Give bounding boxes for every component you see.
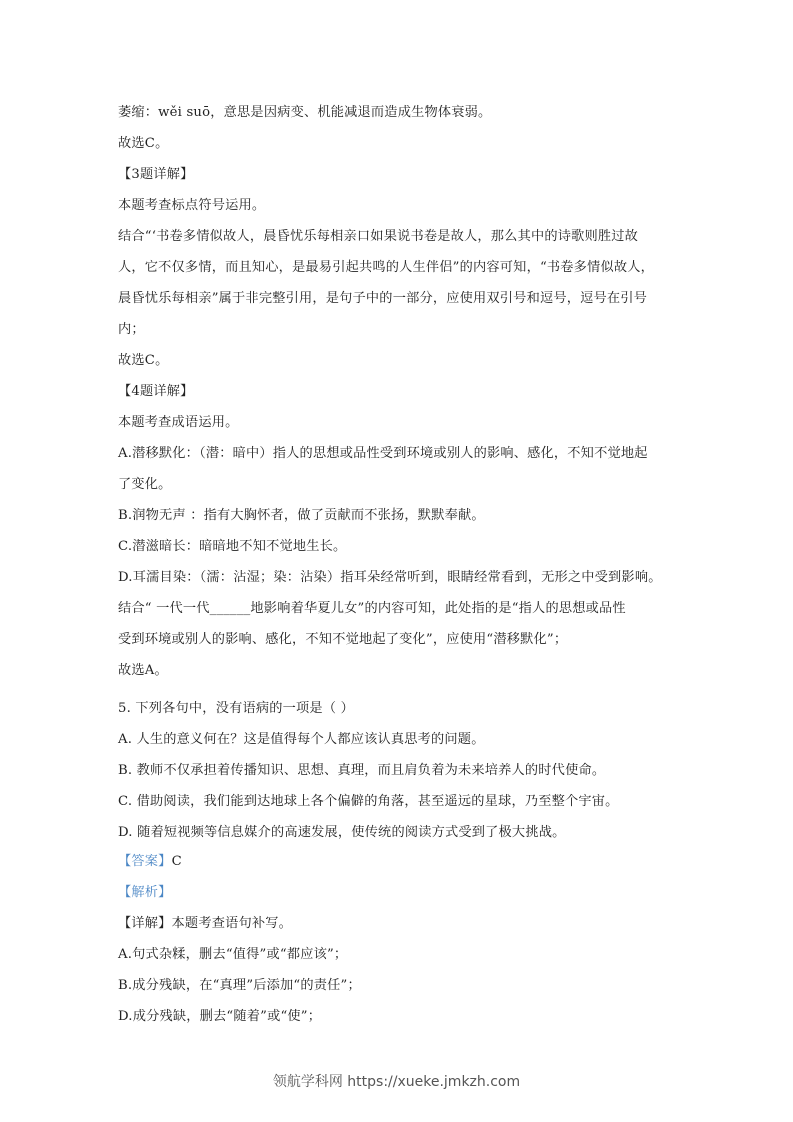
answer-value: C [171,854,182,869]
option-b: B. 教师不仅承担着传播知识、思想、真理，而且肩负着为未来培养人的时代使命。 [118,763,606,778]
text-line: D.耳濡目染：（濡：沾湿；染：沾染）指耳朵经常听到，眼睛经常看到，无形之中受到影响。 [118,570,662,585]
text-line: 故选A。 [118,663,168,678]
text-line: 受到环境或别人的影响、感化，不知不觉地起了变化”，应使用“潜移默化”； [118,632,568,647]
text-line: 萎缩：wěi suō，意思是因病变、机能减退而造成生物体衰弱。 [118,105,492,120]
text-line: 结合“‘书卷多情似故人，晨昏忧乐每相亲口如果说书卷是故人，那么其中的诗歌则胜过故 [118,229,639,244]
detail-line: D.成分残缺，删去“随着”或“使”； [118,1009,322,1024]
answer-label: 【答案】 [118,854,172,869]
text-line: 结合“ 一代一代______地影响着华夏儿女”的内容可知，此处指的是“指人的思想或品性 [118,601,626,616]
text-line: 了变化。 [118,477,172,492]
footer-watermark: 领航学科网 https://xueke.jmkzh.com [272,1074,521,1090]
detail-line: A.句式杂糅，删去“值得”或“都应该”； [118,947,348,962]
section-heading-q4: 【4题详解】 [118,384,194,399]
text-line: A.潜移默化：（潜：暗中）指人的思想或品性受到环境或别人的影响、感化，不知不觉地起 [118,446,648,461]
option-a: A. 人生的意义何在？这是值得每个人都应该认真思考的问题。 [118,732,485,747]
detail-line: B.成分残缺，在“真理”后添加“的责任”； [118,978,361,993]
text-line: 故选C。 [118,136,169,151]
text-line: 故选C。 [118,353,169,368]
question-stem: 5. 下列各句中，没有语病的一项是（ ） [118,701,354,716]
text-line: 内； [118,322,145,337]
text-line: 本题考查成语运用。 [118,415,239,430]
option-c: C. 借助阅读，我们能到达地球上各个偏僻的角落，甚至遥远的星球，乃至整个宇宙。 [118,794,619,809]
section-heading-q3: 【3题详解】 [118,167,194,182]
text-line: B.润物无声 ：指有大胸怀者，做了贡献而不张扬，默默奉献。 [118,508,485,523]
text-line: 晨昏忧乐每相亲”属于非完整引用，是句子中的一部分，应使用双引号和逗号，逗号在引号 [118,291,648,306]
option-d: D. 随着短视频等信息媒介的高速发展，使传统的阅读方式受到了极大挑战。 [118,825,566,840]
analysis-label: 【解析】 [118,885,172,900]
text-line: C.潜滋暗长：暗暗地不知不觉地生长。 [118,539,347,554]
detail-line: 【详解】本题考查语句补写。 [118,916,293,931]
answer-line [118,854,182,870]
text-line: 人，它不仅多情，而且知心，是最易引起共鸣的人生伴侣”的内容可知，“书卷多情似故人， [118,260,654,275]
text-line: 本题考查标点符号运用。 [118,198,266,213]
